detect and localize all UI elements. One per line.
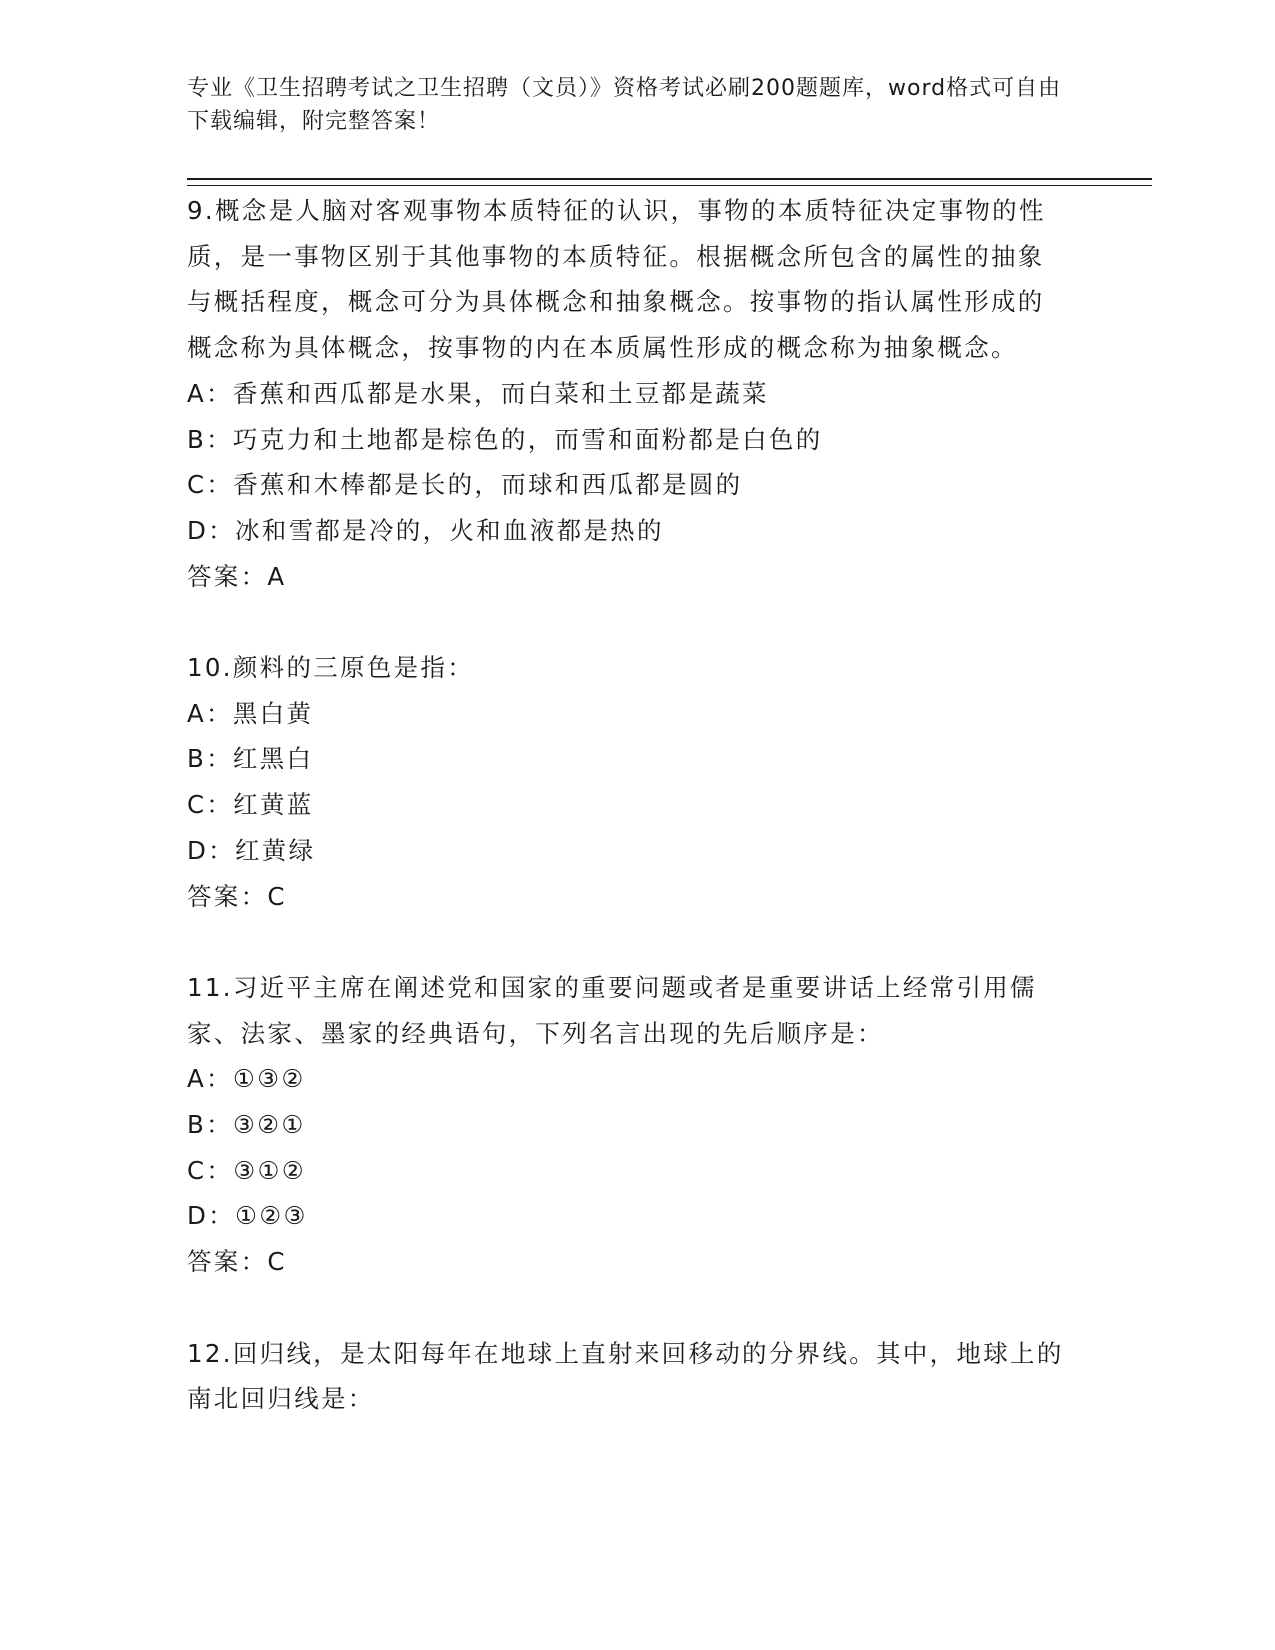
option-d: D：红黄绿 (187, 835, 316, 865)
option-c: C：香蕉和木棒都是长的，而球和西瓜都是圆的 (187, 470, 743, 500)
option-d: D：冰和雪都是冷的，火和血液都是热的 (187, 515, 664, 545)
question-list (187, 188, 1067, 1468)
question-10 (187, 645, 1067, 919)
question-stem: 10.颜料的三原色是指： (187, 653, 475, 683)
document-header: 专业《卫生招聘考试之卫生招聘（文员）》资格考试必刷200题题库，word格式可自由下载编辑，附完整答案！ (187, 76, 1062, 134)
question-stem: 9.概念是人脑对客观事物本质特征的认识，事物的本质特征决定事物的性质，是一事物区别于其他事物的本质特征。根据概念所包含的属性的抽象与概括程度，概念可分为具体概念和抽象概念。按事物的指认属性形成的概念称为具体概念，按事物的内在本质属性形成的概念称为抽象概念。 (187, 196, 1046, 363)
option-c: C：③①② (187, 1155, 306, 1185)
question-stem: 11.习近平主席在阐述党和国家的重要问题或者是重要讲话上经常引用儒家、法家、墨家的经典语句，下列名言出现的先后顺序是： (187, 972, 1037, 1048)
question-9 (187, 188, 1067, 599)
option-b: B：③②① (187, 1110, 306, 1140)
option-a: A：香蕉和西瓜都是水果，而白菜和土豆都是蔬菜 (187, 378, 769, 408)
option-b: B：红黑白 (187, 744, 314, 774)
question-11 (187, 965, 1067, 1285)
option-a: A：①③② (187, 1064, 306, 1094)
answer-line: 答案：C (187, 881, 287, 911)
option-c: C：红黄蓝 (187, 790, 314, 820)
option-a: A：黑白黄 (187, 698, 314, 728)
answer-line: 答案：A (187, 561, 287, 591)
header-divider (187, 178, 1152, 186)
question-stem: 12.回归线，是太阳每年在地球上直射来回移动的分界线。其中，地球上的南北回归线是： (187, 1338, 1064, 1414)
option-b: B：巧克力和土地都是棕色的，而雪和面粉都是白色的 (187, 424, 823, 454)
option-d: D：①②③ (187, 1201, 308, 1231)
question-12 (187, 1331, 1067, 1422)
answer-line: 答案：C (187, 1247, 287, 1277)
